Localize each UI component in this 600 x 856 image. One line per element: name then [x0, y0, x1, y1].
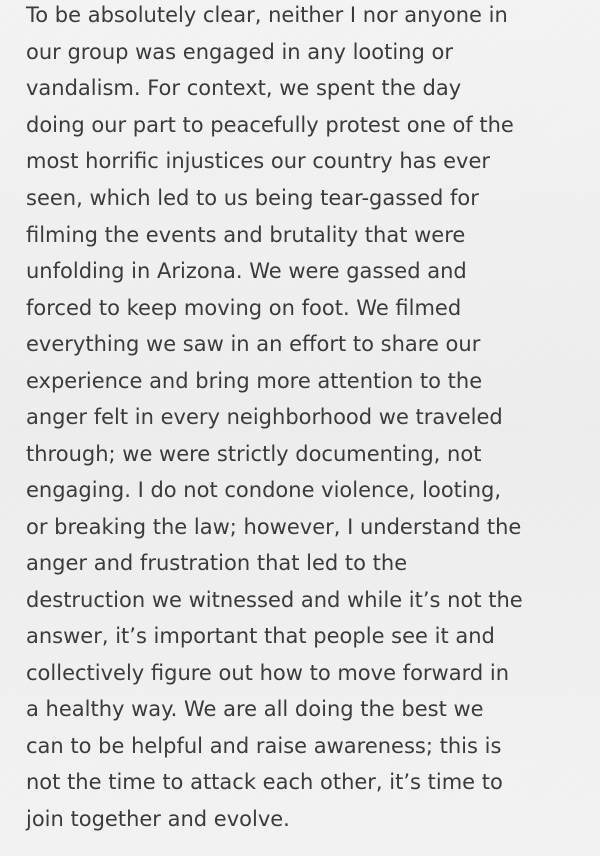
statement-line-7: filming the events and brutality that were	[26, 223, 466, 247]
statement-line-14: engaging. I do not condone violence, looting,	[26, 478, 502, 502]
statement-line-23: join together and evolve.	[26, 807, 290, 831]
statement-line-8: unfolding in Arizona. We were gassed and	[26, 259, 467, 283]
statement-line-22: not the time to attack each other, it’s time to	[26, 770, 503, 794]
statement-line-10: everything we saw in an effort to share our	[26, 332, 481, 356]
statement-line-16: anger and frustration that led to the	[26, 551, 408, 575]
statement-line-20: a healthy way. We are all doing the best we	[26, 697, 484, 721]
statement-line-5: most horrific injustices our country has ever	[26, 149, 491, 173]
statement-line-4: doing our part to peacefully protest one of the	[26, 113, 514, 137]
statement-line-12: anger felt in every neighborhood we traveled	[26, 405, 503, 429]
statement-line-3: vandalism. For context, we spent the day	[26, 76, 462, 100]
statement-line-6: seen, which led to us being tear-gassed for	[26, 186, 479, 210]
statement-line-9: forced to keep moving on foot. We filmed	[26, 296, 462, 320]
statement-line-15: or breaking the law; however, I understand the	[26, 515, 522, 539]
statement-line-11: experience and bring more attention to the	[26, 369, 483, 393]
statement-line-17: destruction we witnessed and while it’s not the	[26, 588, 523, 612]
statement-line-18: answer, it’s important that people see it and	[26, 624, 495, 648]
statement-line-1: To be absolutely clear, neither I nor anyone in	[26, 3, 508, 27]
statement-line-13: through; we were strictly documenting, not	[26, 442, 482, 466]
statement-line-19: collectively figure out how to move forward in	[26, 661, 510, 685]
statement-line-21: can to be helpful and raise awareness; this is	[26, 734, 502, 758]
statement-line-2: our group was engaged in any looting or	[26, 40, 453, 64]
